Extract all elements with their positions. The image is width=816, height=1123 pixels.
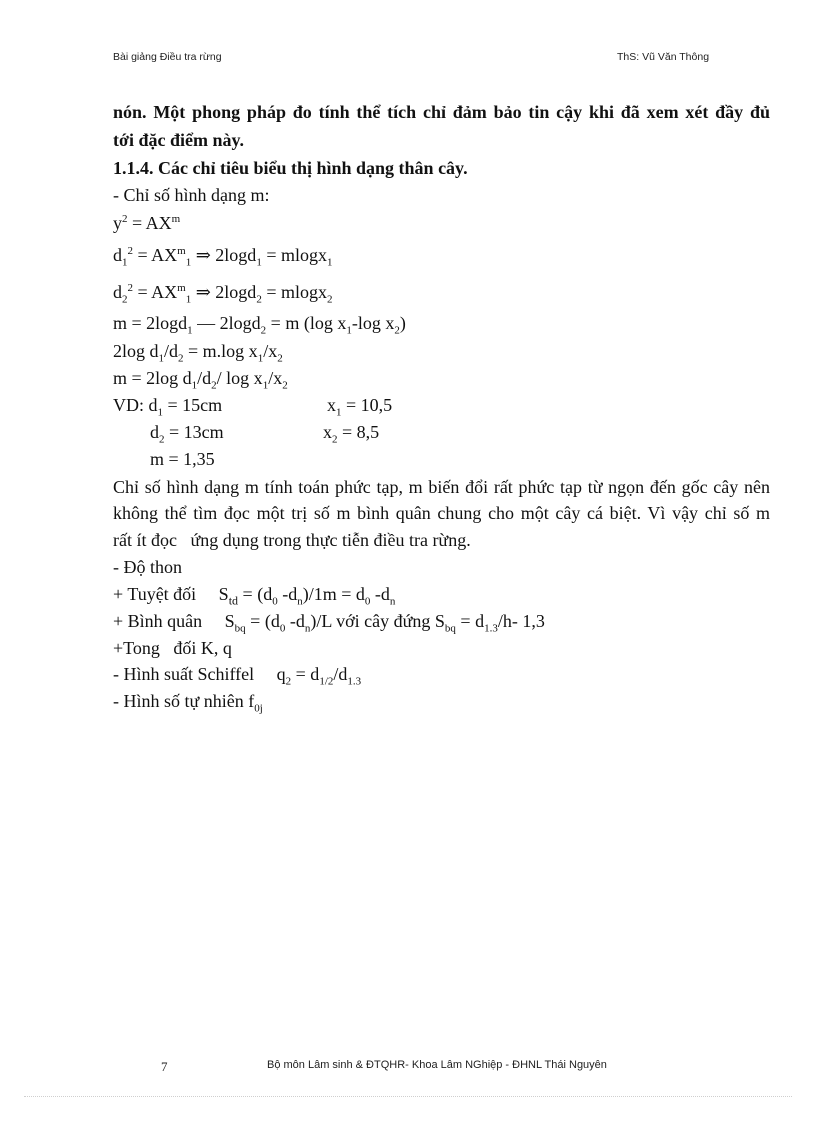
- paragraph-line-1: Chỉ số hình dạng m tính toán phức tạp, m biến đổi rất phức tạp từ ngọn đến gốc cây nên: [113, 477, 770, 497]
- page-bottom-rule: [24, 1096, 792, 1097]
- intro-line-2: tới đặc điểm này.: [113, 130, 244, 150]
- formula-4: m = 2logd$_1$ — 2logd$_2$ = m (log $x_1-\log$ $x_2$): [113, 313, 406, 337]
- schiffel-form-quotient: - Hình suất Schiffel $q_2 = d_{1/2}/d_{1.3}$: [113, 664, 362, 688]
- header-left: Bài giảng Điều tra rừng: [113, 51, 222, 63]
- footer-text: Bộ môn Lâm sinh & ĐTQHR- Khoa Lâm NGhiệp - ĐHNL Thái Nguyên: [267, 1059, 607, 1071]
- taper-absolute: + Tuyệt đối $S_{td} = (d_0$ $-d_n)/1m = d_0$ $-d_n$: [113, 584, 396, 608]
- formula-6: m = 2log $d_1/d_2/$ $\log x_1/x_2$: [113, 368, 288, 392]
- example-row-1-left: VD: $d_1 = 15cm$: [113, 395, 223, 419]
- shape-index-label: - Chỉ số hình dạng m:: [113, 185, 270, 205]
- taper-average: + Bình quân $S_{bq} = (d_0$ $-d_n)/L$ với cây đứng $S_{bq} = d_{1.3}/h-$ 1,3: [113, 611, 545, 635]
- example-row-1-right: $x_1 = 10,5$: [327, 395, 393, 419]
- paragraph-line-2: không thể tìm đọc một trị số m bình quân chung cho một cây cá biệt. Vì vậy chỉ số m: [113, 503, 770, 523]
- formula-5: 2log $d_1/d_2 = m.\log$ $x_1/x_2$: [113, 341, 283, 365]
- formula-3: $d_2^2 = AX^m_1$ ⇒ 2logd$_2$ = mlogx$_2$: [113, 282, 333, 306]
- example-row-2-left: $d_2 = 13cm$: [150, 422, 224, 446]
- intro-line-1: nón. Một phong pháp đo tính thể tích chỉ đảm bảo tin cậy khi đã xem xét đầy đủ: [113, 102, 770, 122]
- natural-form-factor: - Hình số tự nhiên $f_{0j}$: [113, 691, 263, 715]
- example-row-3: m = 1,35: [150, 449, 215, 469]
- formula-1: $y^2 = AX^m$: [113, 213, 181, 233]
- paragraph-line-3: rất ít đọc ứng dụng trong thực tiễn điều tra rừng.: [113, 530, 471, 550]
- page-number: 7: [161, 1059, 168, 1074]
- section-heading: 1.1.4. Các chỉ tiêu biểu thị hình dạng thân cây.: [113, 158, 468, 178]
- header-right: ThS: Vũ Văn Thông: [617, 51, 710, 63]
- formula-2: $d_1^2 = AX^m_1$ ⇒ 2logd$_1$ = mlogx$_1$: [113, 245, 333, 269]
- taper-label: - Độ thon: [113, 557, 182, 577]
- taper-relative: +Tong đối K, q: [113, 638, 232, 658]
- example-row-2-right: $x_2 = 8,5$: [323, 422, 380, 446]
